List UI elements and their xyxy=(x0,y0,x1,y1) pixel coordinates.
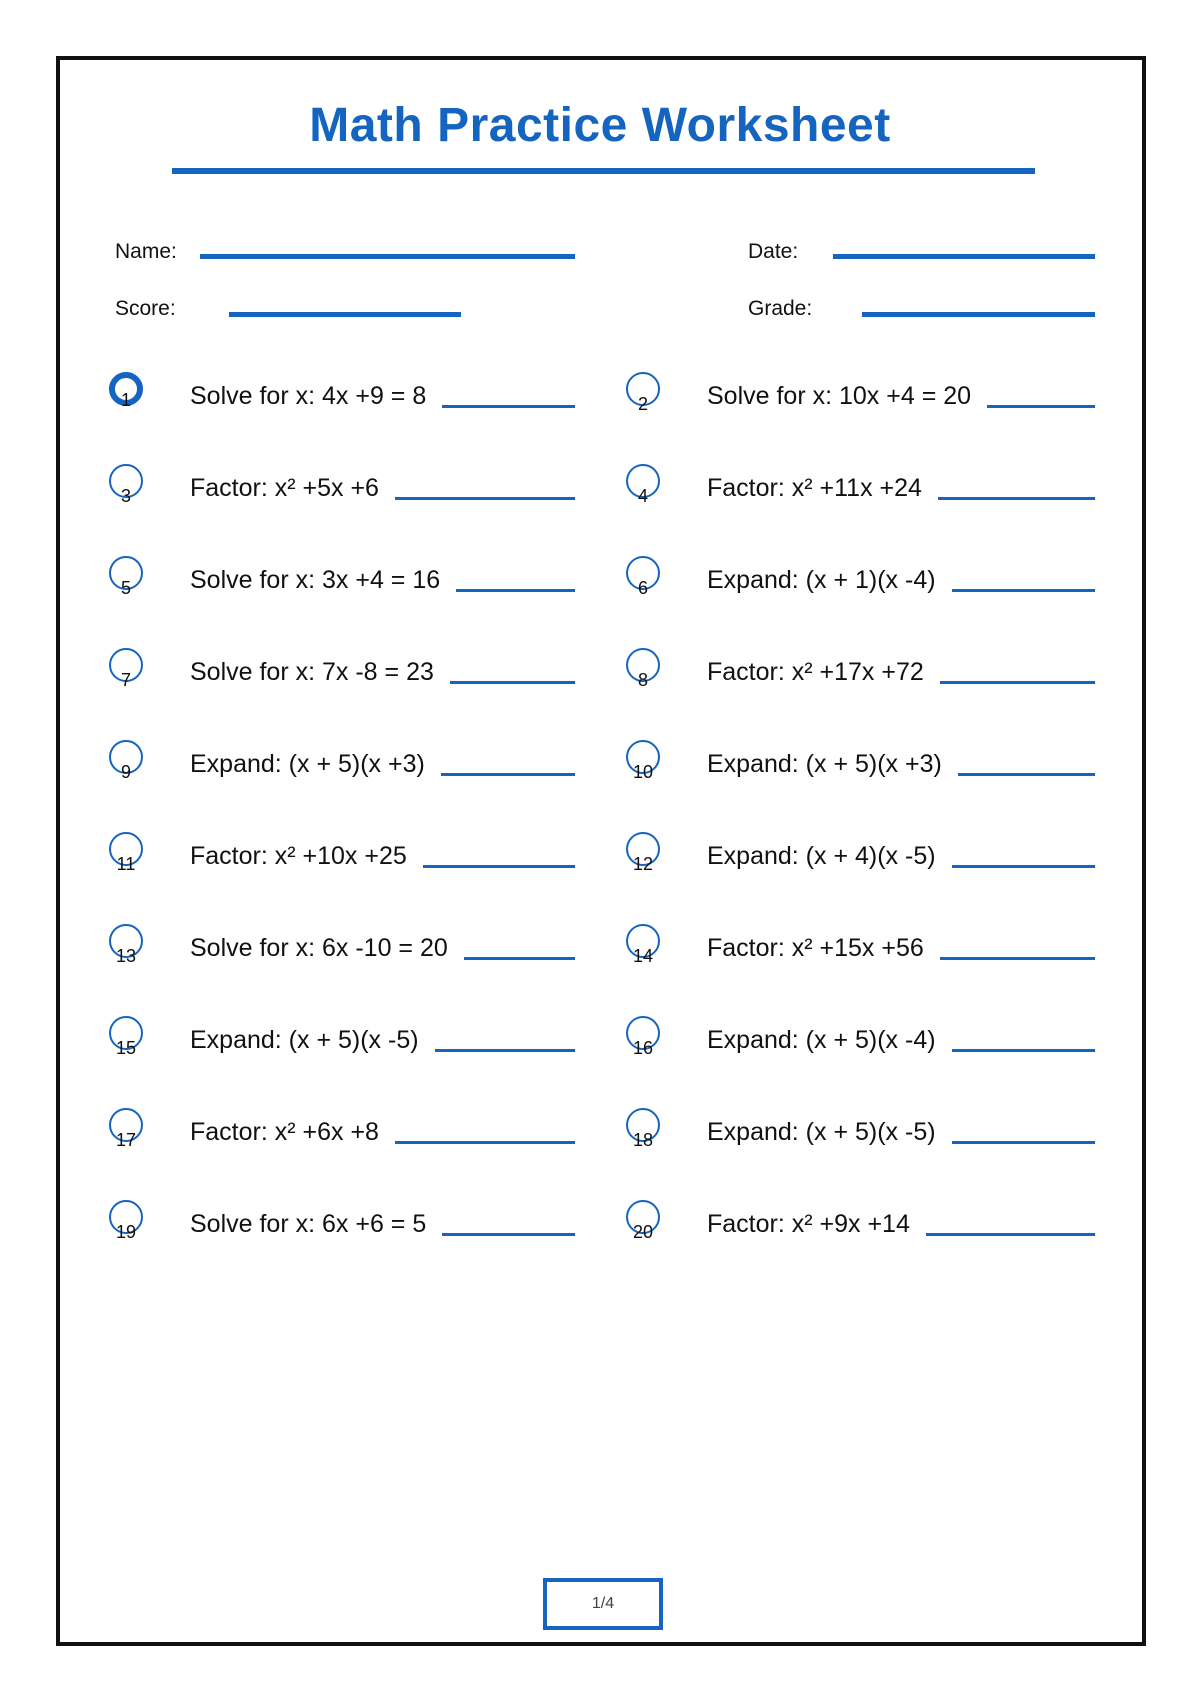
problem-number-badge xyxy=(626,924,660,966)
answer-blank[interactable] xyxy=(952,589,1095,592)
answer-blank[interactable] xyxy=(442,1233,575,1236)
problem-number: 13 xyxy=(115,946,137,966)
problem-number: 17 xyxy=(115,1130,137,1150)
problem-number-badge xyxy=(109,464,143,506)
problem-text: Expand: (x + 5)(x -5) xyxy=(707,1118,936,1146)
problem-number-badge xyxy=(626,1016,660,1058)
problem-number: 14 xyxy=(632,946,654,966)
page-number: 1/4 xyxy=(591,1595,615,1612)
name-field[interactable] xyxy=(200,254,575,259)
problem-number: 3 xyxy=(120,486,131,506)
problem-number: 6 xyxy=(637,578,648,598)
problem-text: Solve for x: 7x -8 = 23 xyxy=(190,658,434,686)
problem-number-badge xyxy=(109,372,143,410)
problem-number: 9 xyxy=(120,762,131,782)
page-title: Math Practice Worksheet xyxy=(309,99,891,152)
problem-number: 8 xyxy=(637,670,648,690)
problem-number: 19 xyxy=(115,1222,137,1242)
date-field[interactable] xyxy=(833,254,1095,259)
problem-text: Factor: x² +15x +56 xyxy=(707,934,924,962)
problem-text: Factor: x² +9x +14 xyxy=(707,1210,910,1238)
problem-number-badge xyxy=(109,740,143,782)
answer-blank[interactable] xyxy=(456,589,575,592)
problem-text: Solve for x: 10x +4 = 20 xyxy=(707,382,972,410)
problem-text: Factor: x² +6x +8 xyxy=(190,1118,379,1146)
problem-number-badge xyxy=(109,832,143,874)
name-label: Name: xyxy=(115,240,177,263)
problem-number-badge xyxy=(626,832,660,874)
page-indicator xyxy=(543,1578,663,1630)
problem-number: 10 xyxy=(632,762,654,782)
answer-blank[interactable] xyxy=(987,405,1095,408)
problem-text: Expand: (x + 5)(x -5) xyxy=(190,1026,419,1054)
problem-number-badge xyxy=(109,648,143,690)
problem-text: Expand: (x + 5)(x +3) xyxy=(190,750,425,778)
grade-field[interactable] xyxy=(862,312,1095,317)
answer-blank[interactable] xyxy=(442,405,575,408)
answer-blank[interactable] xyxy=(450,681,575,684)
answer-blank[interactable] xyxy=(940,957,1095,960)
problem-text: Solve for x: 6x -10 = 20 xyxy=(190,934,448,962)
problem-number-badge xyxy=(626,740,660,782)
date-label: Date: xyxy=(748,240,799,263)
problem-text: Expand: (x + 5)(x -4) xyxy=(707,1026,936,1054)
problem-text: Expand: (x + 1)(x -4) xyxy=(707,566,936,594)
answer-blank[interactable] xyxy=(952,1141,1095,1144)
problem-number: 11 xyxy=(116,854,136,874)
answer-blank[interactable] xyxy=(395,497,575,500)
problem-number-badge xyxy=(109,1200,143,1242)
problem-number: 16 xyxy=(632,1038,654,1058)
answer-blank[interactable] xyxy=(926,1233,1095,1236)
grade-label: Grade: xyxy=(748,297,813,320)
problem-text: Solve for x: 6x +6 = 5 xyxy=(190,1210,427,1238)
answer-blank[interactable] xyxy=(958,773,1095,776)
problem-text: Expand: (x + 5)(x +3) xyxy=(707,750,942,778)
answer-blank[interactable] xyxy=(435,1049,575,1052)
score-label: Score: xyxy=(115,297,176,320)
answer-blank[interactable] xyxy=(952,865,1095,868)
problem-number: 4 xyxy=(637,486,648,506)
problem-text: Factor: x² +17x +72 xyxy=(707,658,924,686)
problem-number-badge xyxy=(109,924,143,966)
problem-number: 12 xyxy=(632,854,654,874)
answer-blank[interactable] xyxy=(395,1141,575,1144)
problem-number-badge xyxy=(109,1016,143,1058)
problem-number-badge xyxy=(626,372,660,414)
problem-text: Factor: x² +5x +6 xyxy=(190,474,379,502)
problem-number: 15 xyxy=(115,1038,137,1058)
score-field[interactable] xyxy=(229,312,461,317)
answer-blank[interactable] xyxy=(441,773,575,776)
answer-blank[interactable] xyxy=(940,681,1095,684)
answer-blank[interactable] xyxy=(464,957,575,960)
problem-text: Expand: (x + 4)(x -5) xyxy=(707,842,936,870)
problem-number: 20 xyxy=(632,1222,654,1242)
problem-number: 1 xyxy=(120,390,131,410)
answer-blank[interactable] xyxy=(938,497,1095,500)
problem-number-badge xyxy=(109,556,143,598)
problem-number: 7 xyxy=(120,670,131,690)
problem-number-badge xyxy=(109,1108,143,1150)
problem-number-badge xyxy=(626,648,660,690)
problem-number-badge xyxy=(626,556,660,598)
problem-number-badge xyxy=(626,464,660,506)
problem-number-badge xyxy=(626,1108,660,1150)
problem-number: 18 xyxy=(632,1130,654,1150)
problem-text: Factor: x² +11x +24 xyxy=(707,474,922,502)
problem-number: 2 xyxy=(637,394,648,414)
answer-blank[interactable] xyxy=(952,1049,1095,1052)
answer-blank[interactable] xyxy=(423,865,575,868)
problem-number-badge xyxy=(626,1200,660,1242)
problem-text: Solve for x: 4x +9 = 8 xyxy=(190,382,427,410)
problem-number: 5 xyxy=(120,578,131,598)
problem-text: Solve for x: 3x +4 = 16 xyxy=(190,566,441,594)
title-underline xyxy=(172,168,1035,174)
problem-text: Factor: x² +10x +25 xyxy=(190,842,407,870)
